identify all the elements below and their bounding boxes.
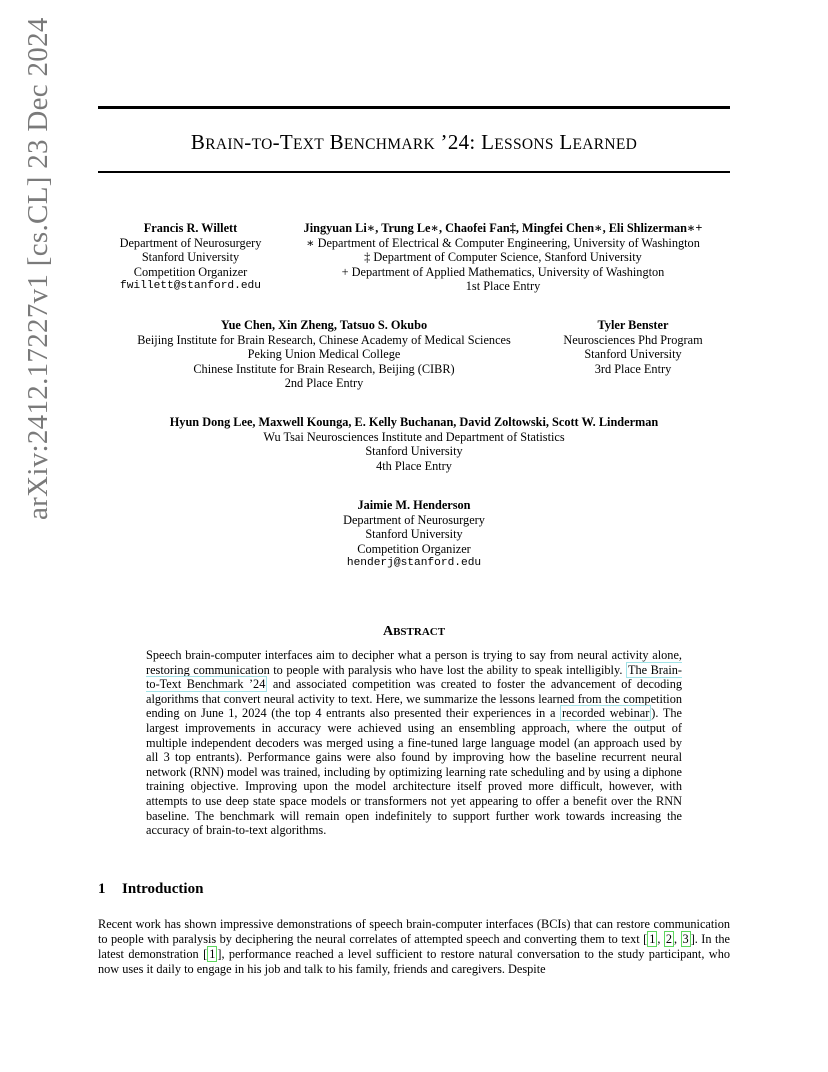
author-block-1st-place	[280, 221, 726, 294]
citation-link[interactable]: 2	[665, 932, 673, 946]
author-email: fwillett@stanford.edu	[120, 280, 261, 293]
author-name: Francis R. Willett	[143, 221, 238, 235]
author-role: 2nd Place Entry	[284, 376, 364, 391]
section-heading-introduction: 1 Introduction	[98, 881, 204, 897]
author-role: Competition Organizer	[357, 541, 471, 556]
arxiv-sidebar-id: arXiv:2412.17227v1 [cs.CL] 23 Dec 2024	[22, 17, 54, 520]
benchmark-link[interactable]: The Brain-to-Text Benchmark ’24	[146, 662, 682, 692]
author-name: Jaimie M. Henderson	[357, 498, 471, 512]
abstract-body: Speech brain-computer interfaces aim to decipher what a person is trying to say from neural activity alone, restoring communication to people with paralysis who have lost the ability to speak intelligibly. The Brain-to-Text Benchmark ’24 and associated competition was created to foster the advancement of decoding algorithms that convert neural activity to text. Here, we summarize the lessons learned from the competition ending on June 1, 2024 (the top 4 entrants also presented their experiences in a recorded webinar ). The largest improvements in accuracy were achieved using an ensembling approach, where the output of multiple independent decoders was merged using a fine-tuned large language model (an approach used by all 3 top entrants). Performance gains were also found by improving how the baseline recurrent neural network (RNN) model was trained, including by optimizing learning rate scheduling and by using a diphone training objective. Improving upon the model architecture itself proved more difficult, however, with attempts to use deep state space models or transformers not yet appearing to offer a benefit over the RNN baseline. The benchmark will remain open indefinitely to support further work towards increasing the accuracy of brain-to-text algorithms.	[146, 648, 682, 838]
author-role: Competition Organizer	[133, 264, 248, 279]
webinar-link[interactable]: recorded webinar	[562, 706, 650, 721]
author-name: Tyler Benster	[597, 318, 669, 332]
author-affiliation: Stanford University	[141, 250, 240, 265]
author-affiliation: Chinese Institute for Brain Research, Beijing (CIBR)	[193, 361, 455, 376]
title-top-rule	[98, 106, 730, 109]
introduction-paragraph: Recent work has shown impressive demonstrations of speech brain-computer interfaces (BCIs) that can restore communication to people with paralysis by deciphering the neural correlates of attempted speech and converting them to text [ 1 , 2 , 3 ]. In the latest demonstration [ 1 ], performance reached a level sufficient to restore natural conversation to the study participant, who now uses it daily to engage in his job and talk to his family, friends and caregivers. Despite	[98, 917, 730, 976]
author-affiliation: Wu Tsai Neurosciences Institute and Department of Statistics	[263, 429, 565, 444]
author-block-3rd-place	[548, 318, 718, 376]
author-name: Yue Chen, Xin Zheng, Tatsuo S. Okubo	[220, 318, 428, 332]
author-affiliation: Department of Neurosurgery	[119, 235, 262, 250]
author-block-henderson	[98, 498, 730, 571]
author-block-willett	[103, 221, 278, 294]
author-affiliation: Stanford University	[365, 444, 463, 459]
author-affiliation: + Department of Applied Mathematics, University of Washington	[341, 264, 665, 279]
author-email: henderj@stanford.edu	[346, 557, 482, 570]
paper-title: BRAIN-TO-TEXT BENCHMARK ’24: LESSONS LEARNED	[190, 130, 638, 154]
author-name: Hyun Dong Lee, Maxwell Kounga, E. Kelly Buchanan, David Zoltowski, Scott W. Linderman	[169, 415, 659, 429]
author-name: Jingyuan Li∗, Trung Le∗, Chaofei Fan‡, Mingfei Chen∗, Eli Shlizerman∗+	[303, 221, 703, 235]
author-affiliation: ‡ Department of Computer Science, Stanford University	[364, 250, 642, 265]
author-role: 3rd Place Entry	[594, 361, 672, 376]
author-affiliation: Stanford University	[365, 527, 463, 542]
citation-link[interactable]: 1	[649, 932, 656, 946]
author-role: 1st Place Entry	[465, 279, 541, 294]
author-role: 4th Place Entry	[376, 458, 452, 473]
author-affiliation: Stanford University	[584, 347, 682, 362]
author-affiliation: Department of Neurosurgery	[343, 512, 485, 527]
author-affiliation: Peking Union Medical College	[247, 347, 401, 362]
author-affiliation: Beijing Institute for Brain Research, Chinese Academy of Medical Sciences	[137, 332, 511, 347]
author-affiliation: Neurosciences Phd Program	[563, 332, 703, 347]
author-block-2nd-place	[110, 318, 538, 391]
abstract-heading: ABSTRACT	[382, 624, 446, 639]
citation-link[interactable]: 1	[209, 947, 216, 961]
citation-link[interactable]: 3	[682, 932, 689, 946]
author-block-4th-place	[98, 415, 730, 473]
title-bottom-rule	[98, 171, 730, 173]
author-affiliation: ∗ Department of Electrical & Computer Engineering, University of Washington	[306, 235, 700, 250]
